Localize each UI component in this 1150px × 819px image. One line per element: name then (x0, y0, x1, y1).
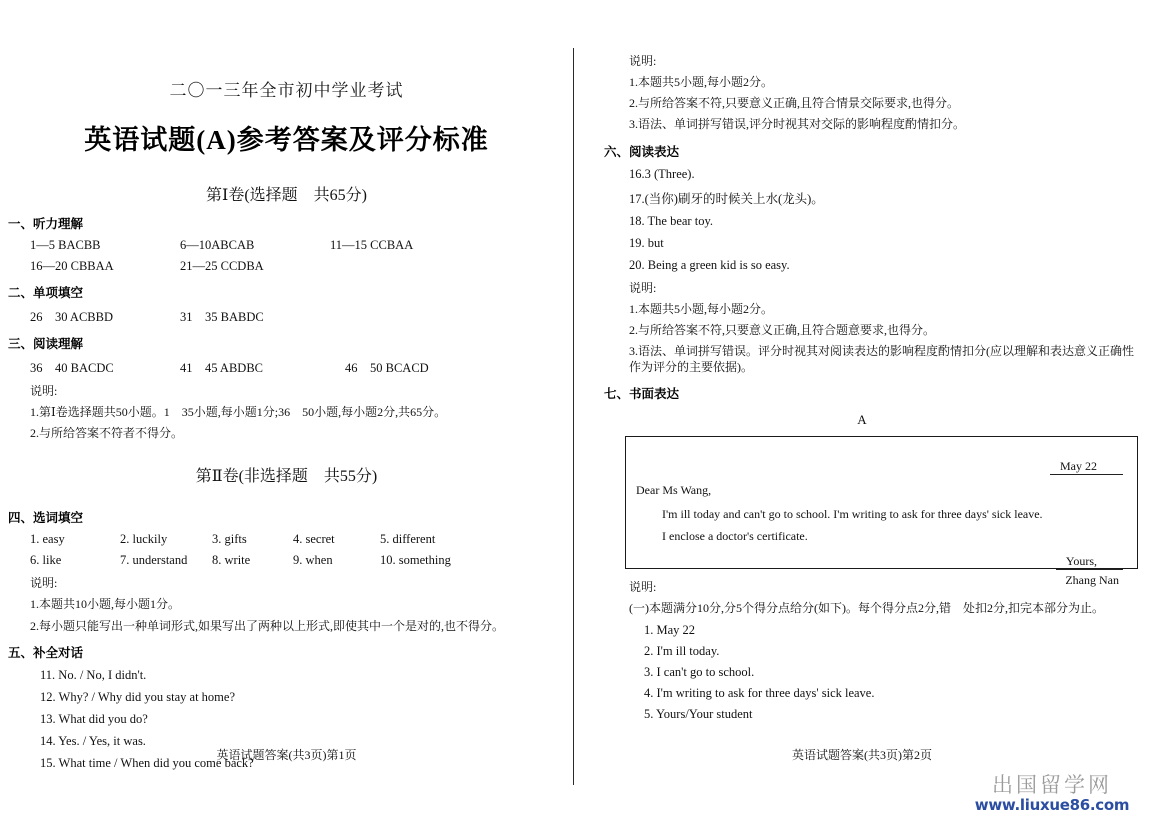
scoring-point-item: 1. May 22 (644, 622, 696, 637)
letter-body-line: I enclose a doctor's certificate. (662, 529, 808, 544)
document-title: 英语试题(A)参考答案及评分标准 (84, 125, 489, 155)
dialogue-answer-item: 13. What did you do? (40, 711, 148, 726)
answer-cell: 26 30 ACBBD (30, 310, 114, 324)
section-heading-reading: 三、阅读理解 (8, 337, 84, 351)
letter-signature: Zhang Nan (1065, 573, 1119, 588)
right-page-column (574, 0, 1150, 819)
note-line: 1.本题共10小题,每小题1分。 (30, 597, 181, 612)
answer-cell: 3. gifts (212, 532, 247, 547)
dialogue-answer-item: 14. Yes. / Yes, it was. (40, 733, 146, 748)
note-heading: 说明: (629, 54, 657, 68)
section-heading-word-fill: 四、选词填空 (8, 511, 84, 526)
reading-answer-item: 16.3 (Three). (629, 166, 695, 181)
answer-cell: 31 35 BABDC (180, 310, 264, 324)
note-heading: 说明: (30, 384, 58, 398)
answer-row (0, 307, 573, 325)
letter-date-row (636, 459, 1123, 474)
document-supertitle: 二〇一三年全市初中学业考试 (169, 81, 404, 100)
answer-cell: 8. write (212, 553, 251, 568)
note-line: 2.与所给答案不符,只要意义正确,且符合题意要求,也得分。 (629, 322, 936, 337)
note-line: 3.语法、单词拼写错误,评分时视其对交际的影响程度酌情扣分。 (629, 117, 966, 132)
dialogue-answer-item: 12. Why? / Why did you stay at home? (40, 689, 235, 704)
reading-answer-item: 19. but (629, 235, 664, 250)
answer-cell: 21—25 CCDBA (180, 259, 264, 273)
answer-cell: 1—5 BACBB (30, 238, 101, 252)
reading-answer-item: 18. The bear toy. (629, 213, 714, 228)
right-page-footer: 英语试题答案(共3页)第2页 (792, 748, 932, 762)
note-line: 1.本题共5小题,每小题2分。 (629, 301, 774, 316)
answer-cell: 9. when (293, 553, 333, 568)
letter-signoff: Yours, (1056, 554, 1123, 570)
note-line: 2.与所给答案不符者不得分。 (30, 426, 184, 441)
note-line: 1.第Ⅰ卷选择题共50小题。1 35小题,每小题1分;36 50小题,每小题2分,共65分。 (30, 405, 447, 419)
section-heading-dialogue: 五、补全对话 (8, 645, 84, 660)
watermark-url: www.liuxue86.com (974, 796, 1130, 814)
watermark-site-name: 出国留学网 (992, 773, 1112, 797)
answer-row (0, 358, 573, 376)
answer-row (0, 553, 573, 568)
answer-cell: 6—10ABCAB (180, 238, 255, 252)
part-one-title: 第Ⅰ卷(选择题 共65分) (206, 187, 367, 204)
left-page-footer: 英语试题答案(共3页)第1页 (216, 748, 357, 762)
section-heading-single-choice: 二、单项填空 (8, 286, 84, 300)
letter-greeting: Dear Ms Wang, (636, 483, 712, 498)
section-heading-listening: 一、听力理解 (8, 217, 84, 231)
section-heading-reading-expression: 六、阅读表达 (604, 144, 680, 159)
scoring-point-item: 5. Yours/Your student (644, 706, 753, 721)
scoring-point-item: 3. I can't go to school. (644, 664, 755, 679)
note-line: 3.语法、单词拼写错误。评分时视其对阅读表达的影响程度酌情扣分(应以理解和表达意义正确性作为评分的主要依据)。 (629, 343, 1134, 375)
note-heading: 说明: (30, 576, 58, 591)
answer-cell: 4. secret (293, 532, 335, 547)
answer-cell: 16—20 CBBAA (30, 259, 114, 273)
answer-cell: 36 40 BACDC (30, 361, 114, 375)
part-two-title: 第Ⅱ卷(非选择题 共55分) (195, 468, 378, 486)
note-line: 1.本题共5小题,每小题2分。 (629, 75, 774, 89)
answer-row (0, 532, 573, 547)
letter-signoff-row (636, 554, 1123, 569)
reading-answer-item: 17.(当你)刷牙的时候关上水(龙头)。 (629, 191, 824, 206)
answer-cell: 41 45 ABDBC (180, 361, 264, 375)
answer-cell: 46 50 BCACD (345, 361, 429, 375)
scoring-point-item: 4. I'm writing to ask for three days' sick leave. (644, 685, 875, 700)
dialogue-answer-item: 11. No. / No, I didn't. (40, 667, 147, 682)
section-heading-written-expression: 七、书面表达 (604, 387, 680, 402)
answer-cell: 2. luckily (120, 532, 168, 547)
left-page-column (0, 0, 573, 819)
letter-body-line: I'm ill today and can't go to school. I'm writing to ask for three days' sick leave. (662, 507, 1043, 522)
letter-date: May 22 (1050, 459, 1123, 475)
answer-row (0, 238, 573, 253)
scoring-point-item: 2. I'm ill today. (644, 643, 720, 658)
site-watermark (962, 775, 1142, 813)
answer-cell: 6. like (30, 553, 62, 568)
answer-cell: 5. different (380, 532, 436, 547)
dialogue-answer-item: 15. What time / When did you come back? (40, 755, 254, 770)
answer-cell: 11—15 CCBAA (330, 238, 414, 252)
answer-cell: 10. something (380, 553, 451, 568)
letter-label: A (857, 412, 867, 428)
note-heading: 说明: (629, 280, 657, 295)
note-line: (一)本题满分10分,分5个得分点给分(如下)。每个得分点2分,错 处扣2分,扣完本部分为止。 (629, 601, 1104, 616)
answer-row (0, 259, 573, 274)
note-line: 2.与所给答案不符,只要意义正确,且符合情景交际要求,也得分。 (629, 96, 960, 111)
note-heading: 说明: (629, 580, 657, 595)
answer-cell: 1. easy (30, 532, 65, 547)
note-line: 2.每小题只能写出一种单词形式,如果写出了两种以上形式,即使其中一个是对的,也不得分。 (30, 618, 505, 633)
reading-answer-item: 20. Being a green kid is so easy. (629, 257, 790, 272)
answer-cell: 7. understand (120, 553, 188, 568)
